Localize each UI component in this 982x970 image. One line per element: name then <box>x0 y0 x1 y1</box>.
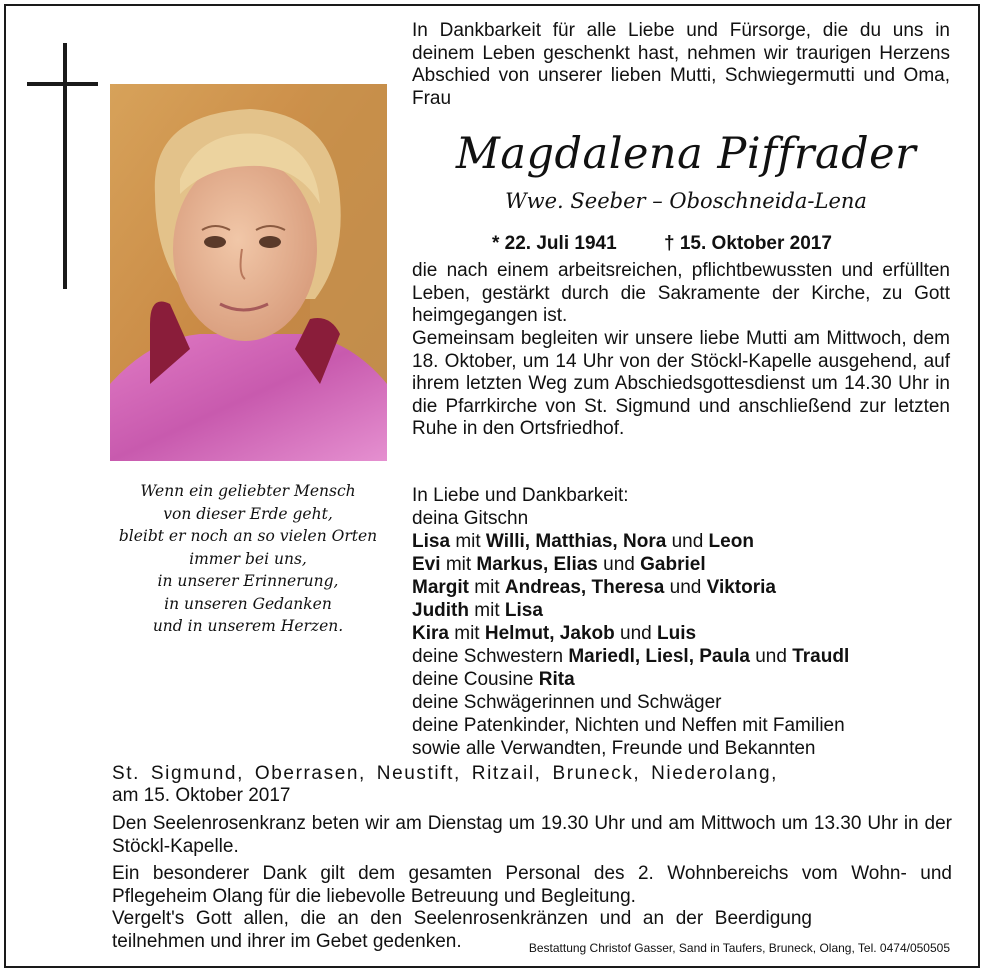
poem-line: in unseren Gedanken <box>164 594 332 613</box>
family-line-judith: Judith mit Lisa <box>412 600 543 621</box>
family-line-margit: Margit mit Andreas, Theresa und Viktoria <box>412 577 776 598</box>
family-line: sowie alle Verwandten, Freunde und Bekannten <box>412 738 816 759</box>
family-line-kira: Kira mit Helmut, Jakob und Luis <box>412 623 697 644</box>
deceased-subname: Wwe. Seeber – Oboschneida-Lena <box>505 189 867 213</box>
poem-line: bleibt er noch an so vielen Orten <box>118 527 378 545</box>
family-line-cousin: deine Cousine Rita <box>412 669 575 690</box>
death-date: † 15. Oktober 2017 <box>664 233 832 254</box>
poem-line: Wenn ein geliebter Mensch <box>140 482 356 500</box>
family-line: deine Patenkinder, Nichten und Neffen mit Familien <box>412 715 845 736</box>
cross-icon <box>63 43 67 289</box>
paragraph-funeral: Gemeinsam begleiten wir unsere liebe Mutti am Mittwoch, dem 18. Oktober, um 14 Uhr von der Stöckl-Kapelle ausgehend, auf ihrem letzten Weg zum Abschiedsgottesdienst um 14.30 Uhr in die Pfarrkirche von St. Sigmund und anschließend zur letzten Ruhe in den Ortsfriedhof. <box>412 328 950 439</box>
undertaker-credit: Bestattung Christof Gasser, Sand in Taufers, Bruneck, Olang, Tel. 0474/050505 <box>528 941 950 955</box>
places-line: St. Sigmund, Oberrasen, Neustift, Ritzail, Bruneck, Niederolang, <box>112 763 779 784</box>
family-heading: In Liebe und Dankbarkeit: <box>412 485 629 506</box>
thanks-paragraph: Ein besonderer Dank gilt dem gesamten Personal des 2. Wohnbereichs vom Wohn- und Pflegeheim Olang für die liebevolle Betreuung und Begleitung. <box>112 863 952 907</box>
poem-line: immer bei uns, <box>189 549 307 568</box>
thanks-paragraph: Vergelt's Gott allen, die an den Seelenrosenkränzen und an der Beerdigung teilnehmen und ihrer im Gebet gedenken. <box>112 908 812 952</box>
portrait-illustration <box>110 84 387 461</box>
family-line-lisa: Lisa mit Willi, Matthias, Nora und Leon <box>412 531 754 552</box>
poem-line: in unserer Erinnerung, <box>157 572 339 590</box>
family-line-sisters: deine Schwestern Mariedl, Liesl, Paula und Traudl <box>412 646 850 667</box>
poem-line: von dieser Erde geht, <box>163 504 333 523</box>
obituary-notice <box>4 4 980 968</box>
family-line-evi: Evi mit Markus, Elias und Gabriel <box>412 554 706 575</box>
intro-text: In Dankbarkeit für alle Liebe und Fürsorge, die du uns in deinem Leben geschenkt hast, nehmen wir traurigen Herzens Abschied von unserer lieben Mutti, Schwiegermutti und Oma, Frau <box>412 20 950 109</box>
rosary-text: Den Seelenrosenkranz beten wir am Dienstag um 19.30 Uhr und am Mittwoch um 13.30 Uhr in der Stöckl-Kapelle. <box>112 813 952 857</box>
places-date: am 15. Oktober 2017 <box>112 785 291 806</box>
poem-line: und in unserem Herzen. <box>152 617 344 635</box>
birth-date: * 22. Juli 1941 <box>492 233 617 254</box>
family-line: deina Gitschn <box>412 508 529 529</box>
family-line: deine Schwägerinnen und Schwäger <box>412 692 722 713</box>
portrait-photo <box>110 84 387 461</box>
cross-icon-bar <box>27 82 98 86</box>
deceased-name: Magdalena Piffrader <box>455 129 917 179</box>
poem <box>116 480 380 638</box>
family-list <box>412 484 950 760</box>
paragraph-passing: die nach einem arbeitsreichen, pflichtbewussten und erfüllten Leben, gestärkt durch die Sakramente der Kirche, zu Gott heimgegangen ist. <box>412 260 950 326</box>
